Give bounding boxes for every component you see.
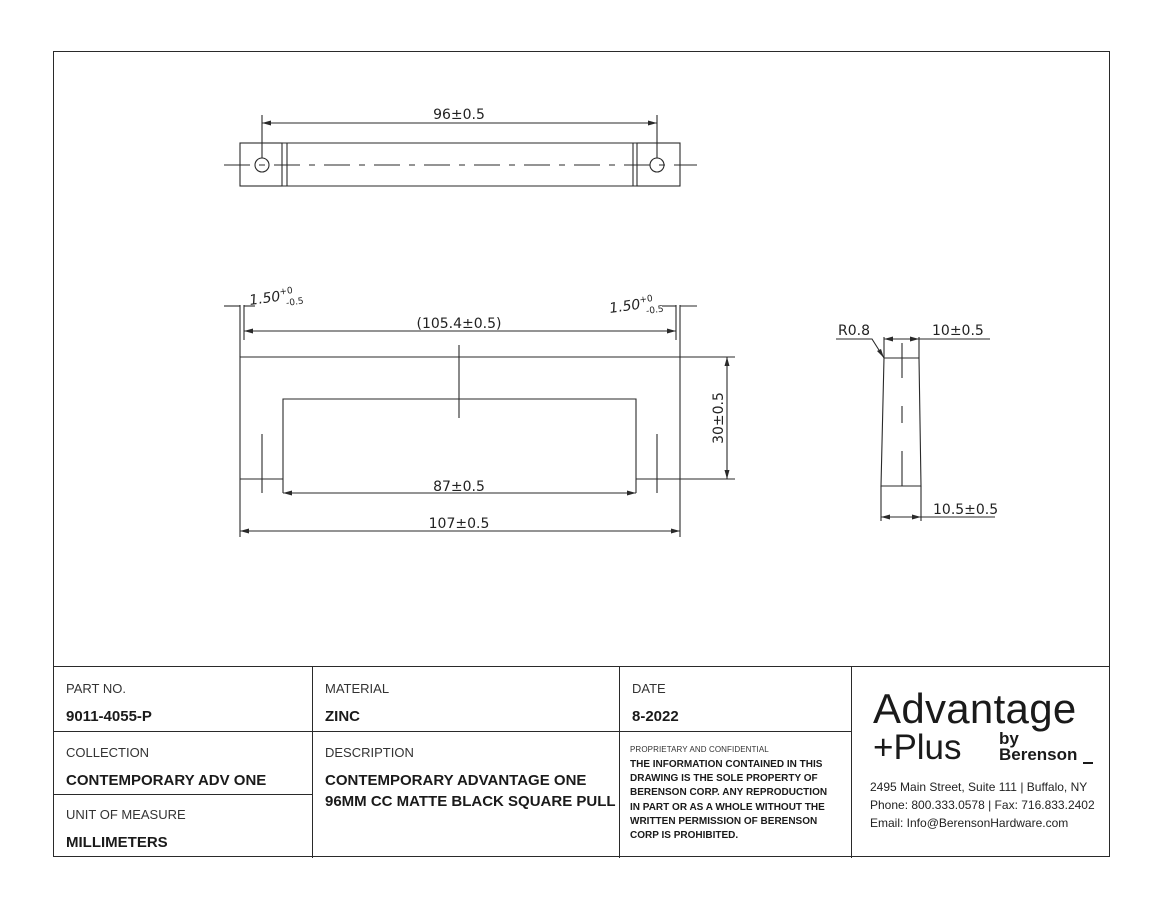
notice-line: WRITTEN PERMISSION OF BERENSON: [630, 815, 818, 827]
logo-line-1: Advantage: [873, 685, 1077, 732]
material-cell: [312, 667, 619, 731]
dim-right-tolerance: [608, 293, 664, 322]
description-cell: [312, 731, 619, 858]
dim-height: 30±0.5: [711, 392, 727, 444]
svg-text:-0.5: -0.5: [285, 296, 305, 309]
notice-line: BERENSON CORP. ANY REPRODUCTION: [630, 787, 828, 799]
confidential-heading: PROPRIETARY AND CONFIDENTIAL: [630, 745, 769, 754]
description-label: DESCRIPTION: [325, 745, 414, 760]
material-label: MATERIAL: [325, 681, 390, 696]
part-no-label: PART NO.: [66, 681, 126, 696]
unit-cell: [53, 794, 312, 858]
logo-underline: [1083, 762, 1093, 764]
notice-line: DRAWING IS THE SOLE PROPERTY OF: [630, 773, 818, 785]
dim-overall-length: 107±0.5: [428, 516, 490, 532]
company-cell: [851, 667, 1110, 858]
unit-label: UNIT OF MEASURE: [66, 807, 186, 822]
logo-name: Berenson: [999, 745, 1078, 764]
collection-cell: [53, 731, 312, 794]
dim-bottom-width: 10.5±0.5: [933, 502, 999, 518]
company-email: Email: Info@BerensonHardware.com: [870, 816, 1069, 830]
dim-top-width: 10±0.5: [932, 323, 984, 339]
confidential-cell: [619, 667, 851, 858]
part-no-value: 9011-4055-P: [66, 708, 152, 725]
top-view: [224, 115, 697, 186]
notice-line: IN PART OR AS A WHOLE WITHOUT THE: [630, 801, 825, 813]
collection-value: CONTEMPORARY ADV ONE: [66, 772, 267, 789]
dim-reference-length: (105.4±0.5): [416, 316, 502, 332]
svg-text:1.50: 1.50: [248, 288, 282, 309]
dim-center-distance: 96±0.5: [433, 107, 485, 123]
description-line-1: CONTEMPORARY ADVANTAGE ONE: [325, 772, 587, 789]
notice-line: CORP IS PROHIBITED.: [630, 830, 739, 842]
dim-radius: R0.8: [838, 323, 870, 339]
collection-label: COLLECTION: [66, 745, 150, 760]
dim-inner-width: 87±0.5: [433, 479, 485, 495]
notice-line: THE INFORMATION CONTAINED IN THIS: [630, 759, 823, 770]
front-view: [224, 305, 735, 537]
svg-text:+0: +0: [278, 285, 294, 298]
svg-text:+0: +0: [638, 293, 654, 306]
part-no-cell: [53, 667, 312, 731]
svg-text:-0.5: -0.5: [645, 304, 665, 317]
company-address: 2495 Main Street, Suite 111 | Buffalo, NY: [870, 780, 1088, 794]
date-value: 8-2022: [632, 708, 679, 725]
title-block: [53, 666, 1110, 857]
dim-left-tolerance: [248, 285, 304, 314]
material-value: ZINC: [325, 708, 360, 725]
company-phone: Phone: 800.333.0578 | Fax: 716.833.2402: [870, 798, 1095, 812]
confidential-notice: [630, 758, 850, 843]
logo-by: by: [999, 729, 1019, 748]
description-line-2: 96MM CC MATTE BLACK SQUARE PULL: [325, 793, 616, 810]
unit-value: MILLIMETERS: [66, 834, 168, 851]
side-view: [836, 337, 995, 522]
logo-line-2: +Plus: [873, 728, 962, 767]
svg-text:1.50: 1.50: [608, 296, 642, 317]
date-label: DATE: [632, 681, 666, 696]
